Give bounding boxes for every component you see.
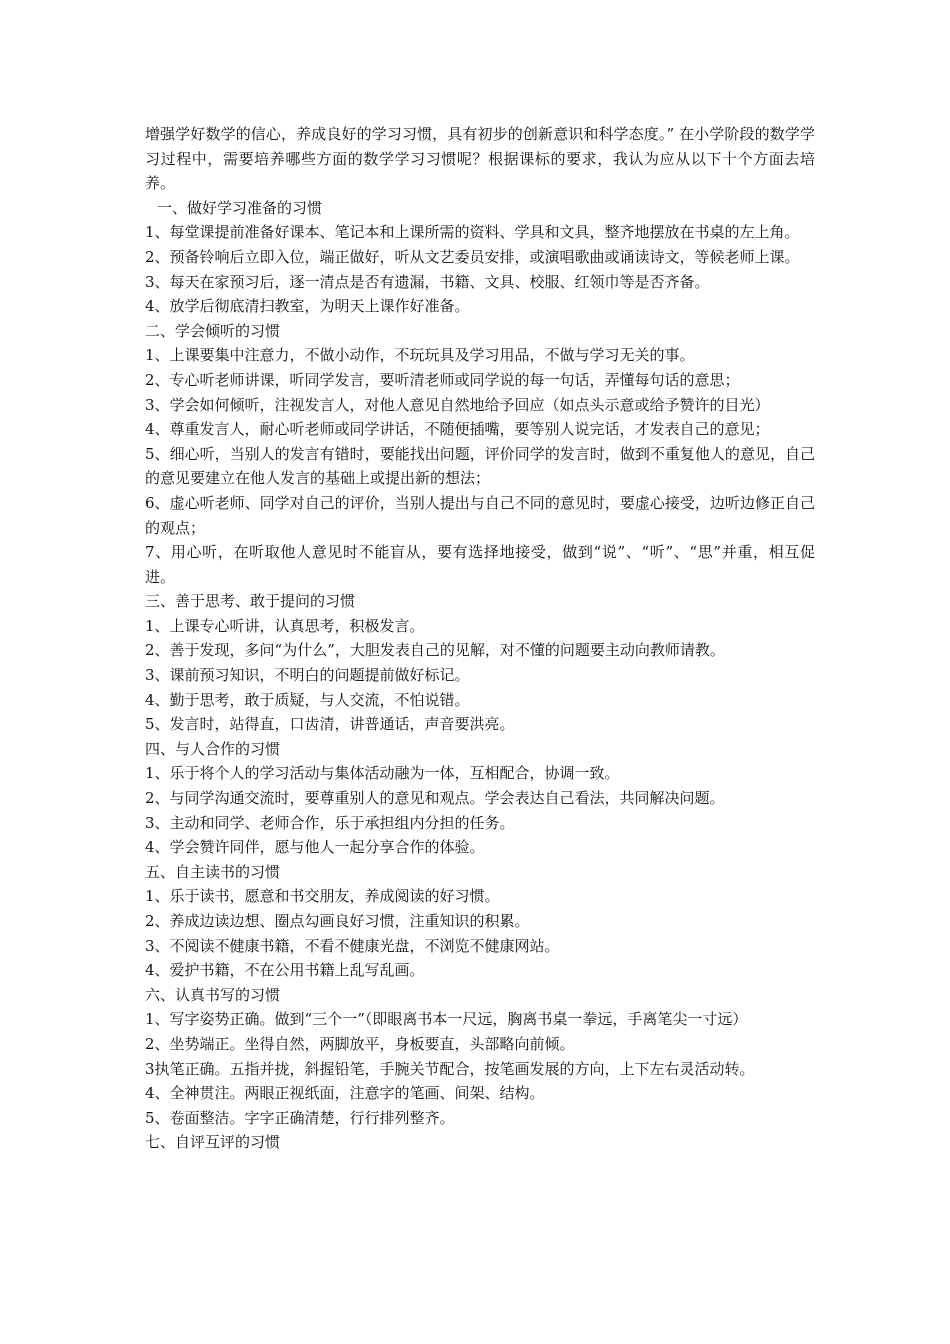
list-item: 5、卷面整洁。字字正确清楚，行行排列整齐。 [145, 1108, 455, 1127]
list-item: 5、细心听，当别人的发言有错时，要能找出问题，评价同学的发言时，做到不重复他人的意见，自己的意见要建立在他人发言的基础上或提出新的想法； [145, 444, 815, 488]
list-item: 3、主动和同学、老师合作，乐于承担组内分担的任务。 [145, 813, 515, 832]
list-item: 1、乐于读书，愿意和书交朋友，养成阅读的好习惯。 [145, 887, 500, 906]
list-item: 3、学会如何倾听，注视发言人，对他人意见自然地给予回应（如点头示意或给予赞许的目光） [145, 395, 770, 414]
section-heading-6: 六、认真书写的习惯 [145, 985, 281, 1004]
section-heading-5: 五、自主读书的习惯 [145, 862, 281, 881]
list-item: 1、上课专心听讲，认真思考，积极发言。 [145, 616, 425, 635]
list-item: 2、善于发现，多问“为什么”，大胆发表自己的见解，对不懂的问题要主动向教师请教。 [145, 641, 725, 660]
section-heading-7: 七、自评互评的习惯 [145, 1133, 281, 1152]
list-item: 1、上课要集中注意力，不做小动作，不玩玩具及学习用品，不做与学习无关的事。 [145, 346, 695, 365]
list-item: 3执笔正确。五指并拢，斜握铅笔，手腕关节配合，按笔画发展的方向，上下左右灵活动转。 [145, 1059, 755, 1078]
list-item: 2、与同学沟通交流时，要尊重别人的意见和观点。学会表达自己看法，共同解决问题。 [145, 789, 725, 808]
list-item: 4、勤于思考，敢于质疑，与人交流，不怕说错。 [145, 690, 470, 709]
list-item: 5、发言时，站得直，口齿清，讲普通话，声音要洪亮。 [145, 715, 515, 734]
section-heading-1: 一、做好学习准备的习惯 [157, 198, 323, 217]
list-item: 4、全神贯注。两眼正视纸面，注意字的笔画、间架、结构。 [145, 1084, 545, 1103]
section-heading-4: 四、与人合作的习惯 [145, 739, 281, 758]
list-item: 2、养成边读边想、圈点勾画良好习惯，注重知识的积累。 [145, 912, 530, 930]
list-item: 4、学会赞许同伴，愿与他人一起分享合作的体验。 [145, 838, 485, 857]
list-item: 4、尊重发言人，耐心听老师或同学讲话，不随便插嘴，要等别人说完话，才发表自己的意见； [145, 420, 770, 439]
list-item: 6、虚心听老师、同学对自己的评价，当别人提出与自己不同的意见时，要虚心接受，边听边修正自己的观点； [145, 493, 815, 537]
list-item: 3、课前预习知识，不明白的问题提前做好标记。 [145, 666, 470, 685]
section-heading-3: 三、善于思考、敢于提问的习惯 [145, 592, 356, 611]
list-item: 4、放学后彻底清扫教室，为明天上课作好准备。 [145, 297, 470, 316]
section-heading-2: 二、学会倾听的习惯 [145, 321, 281, 340]
intro-paragraph: 增强学好数学的信心，养成良好的学习习惯，具有初步的创新意识和科学态度。” 在小学阶段的数学学习过程中，需要培养哪些方面的数学学习习惯呢？根据课标的要求，我认为应从以下十个方面去培养。 [145, 125, 815, 193]
list-item: 2、专心听老师讲课，听同学发言，要听清老师或同学说的每一句话，弄懂每句话的意思； [145, 370, 740, 389]
list-item: 2、坐势端正。坐得自然，两脚放平，身板要直，头部略向前倾。 [145, 1034, 575, 1053]
list-item: 7、用心听，在听取他人意见时不能盲从，要有选择地接受，做到“说”、“听”、“思”并重，相互促进。 [145, 543, 815, 586]
list-item: 2、预备铃响后立即入位，端正做好，听从文艺委员安排，或演唱歌曲或诵读诗文，等候老师上课。 [145, 247, 800, 266]
list-item: 1、每堂课提前准备好课本、笔记本和上课所需的资料、学具和文具，整齐地摆放在书桌的左上角。 [145, 223, 800, 242]
list-item: 1、写字姿势正确。做到“三个一”（即眼离书本一尺远，胸离书桌一拳远，手离笔尖一寸远） [145, 1010, 748, 1029]
list-item: 3、不阅读不健康书籍，不看不健康光盘，不浏览不健康网站。 [145, 936, 560, 955]
list-item: 4、爱护书籍，不在公用书籍上乱写乱画。 [145, 961, 425, 980]
document-body [145, 122, 815, 1155]
list-item: 1、乐于将个人的学习活动与集体活动融为一体，互相配合，协调一致。 [145, 764, 620, 783]
list-item: 3、每天在家预习后，逐一清点是否有遗漏，书籍、文具、校服、红领巾等是否齐备。 [145, 272, 710, 291]
